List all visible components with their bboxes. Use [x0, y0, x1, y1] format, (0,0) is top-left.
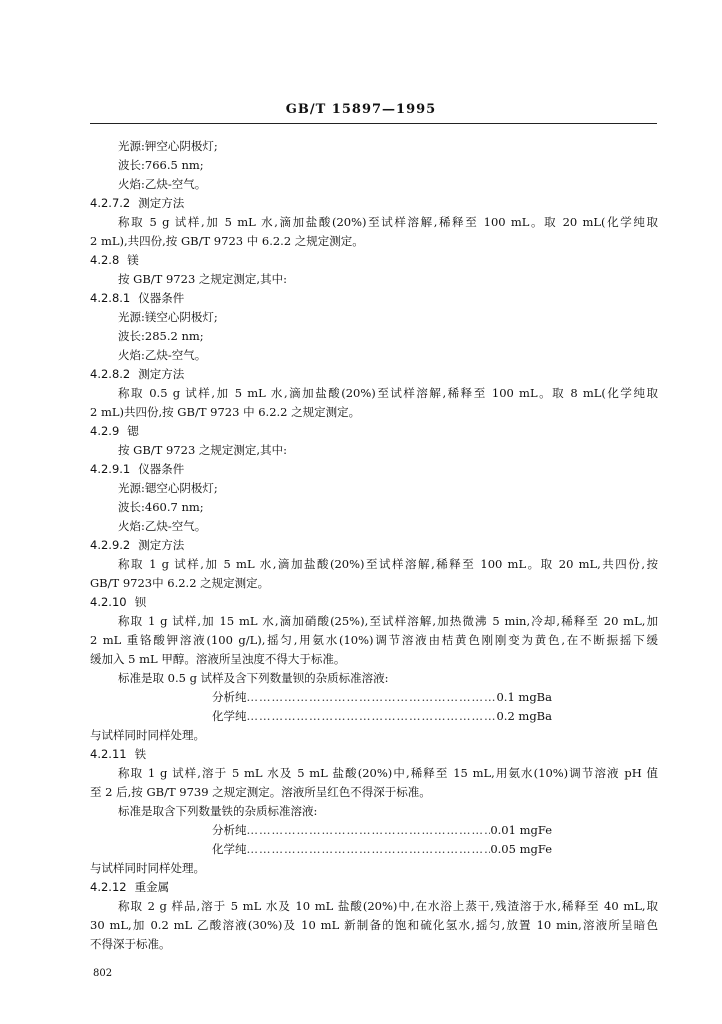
- section-heading: [90, 252, 139, 268]
- grade-label: 化学纯: [212, 842, 247, 856]
- text-line: 波长:285.2 nm;: [118, 329, 204, 343]
- grade-label: 分析纯: [212, 823, 247, 837]
- section-number: 4.2.10: [90, 595, 127, 609]
- text-line: 缓加入 5 mL 甲醇。溶液所呈浊度不得大于标准。: [90, 652, 346, 666]
- dot-leader: [247, 822, 491, 838]
- section-number: 4.2.9.1: [90, 462, 131, 476]
- text-line: 与试样同时同样处理。: [90, 861, 205, 875]
- section-title: 重金属: [134, 880, 170, 894]
- section-title: 锶: [127, 424, 139, 438]
- section-title: 测定方法: [138, 196, 185, 210]
- text-line: 2 mL),共四份,按 GB/T 9723 中 6.2.2 之规定测定。: [90, 234, 364, 248]
- section-title: 测定方法: [138, 538, 185, 552]
- text-line: 称取 5 g 试样,加 5 mL 水,滴加盐酸(20%)至试样溶解,稀释至 100 mL。取 20 mL(化学纯取: [118, 215, 658, 229]
- text-line: 光源:镁空心阴极灯;: [118, 310, 218, 324]
- page-number: 802: [93, 968, 113, 979]
- text-line: 2 mL)共四份,按 GB/T 9723 中 6.2.2 之规定测定。: [90, 405, 361, 419]
- section-title: 仪器条件: [138, 462, 185, 476]
- section-heading: [90, 290, 184, 306]
- text-line: 按 GB/T 9723 之规定测定,其中:: [118, 443, 287, 457]
- section-title: 镁: [127, 253, 139, 267]
- standard-row: [212, 841, 552, 857]
- standard-row: [212, 708, 552, 724]
- text-line: 至 2 后,按 GB/T 9739 之规定测定。溶液所呈红色不得深于标准。: [90, 785, 431, 799]
- section-number: 4.2.8.2: [90, 367, 131, 381]
- text-line: 波长:766.5 nm;: [118, 158, 204, 172]
- text-line: 火焰:乙炔-空气。: [118, 519, 207, 533]
- text-line: 称取 1 g 试样,加 5 mL 水,滴加盐酸(20%)至试样溶解,稀释至 100 mL。取 20 mL,共四份,按: [118, 557, 658, 571]
- section-number: 4.2.9.2: [90, 538, 131, 552]
- text-line: 按 GB/T 9723 之规定测定,其中:: [118, 272, 287, 286]
- section-heading: [90, 366, 184, 382]
- dot-leader: [247, 689, 497, 705]
- section-number: 4.2.7.2: [90, 196, 131, 210]
- grade-value: 0.1 mgBa: [496, 690, 552, 704]
- text-line: 标准是取 0.5 g 试样及含下列数量钡的杂质标准溶液:: [118, 671, 389, 685]
- text-line: 称取 2 g 样品,溶于 5 mL 水及 10 mL 盐酸(20%)中,在水浴上蒸干,残渣溶于水,稀释至 40 mL,取: [118, 899, 658, 913]
- text-line: 与试样同时同样处理。: [90, 728, 205, 742]
- section-heading: [90, 879, 169, 895]
- section-heading: [90, 195, 184, 211]
- text-line: 2 mL 重铬酸钾溶液(100 g/L),摇匀,用氨水(10%)调节溶液由桔黄色刚刚变为黄色,在不断振摇下缓: [90, 633, 658, 647]
- section-number: 4.2.8.1: [90, 291, 131, 305]
- text-line: 火焰:乙炔-空气。: [118, 348, 207, 362]
- header-rule: [90, 123, 657, 124]
- section-number: 4.2.11: [90, 747, 127, 761]
- section-heading: [90, 537, 184, 553]
- standard-row: [212, 822, 552, 838]
- text-line: 标准是取含下列数量铁的杂质标准溶液:: [118, 804, 318, 818]
- section-heading: [90, 594, 146, 610]
- grade-value: 0.2 mgBa: [496, 709, 552, 723]
- standard-row: [212, 689, 552, 705]
- section-title: 铁: [134, 747, 147, 761]
- grade-label: 分析纯: [212, 690, 247, 704]
- text-line: 火焰:乙炔-空气。: [118, 177, 207, 191]
- section-number: 4.2.8: [90, 253, 120, 267]
- standard-header: GB/T 15897—1995: [285, 102, 437, 117]
- section-title: 测定方法: [138, 367, 185, 381]
- section-title: 钡: [134, 595, 147, 609]
- text-line: GB/T 9723中 6.2.2 之规定测定。: [90, 576, 270, 590]
- dot-leader: [247, 841, 491, 857]
- section-heading: [90, 423, 139, 439]
- section-heading: [90, 746, 146, 762]
- text-line: 光源:钾空心阴极灯;: [118, 139, 218, 153]
- text-line: 波长:460.7 nm;: [118, 500, 204, 514]
- text-line: 称取 1 g 试样,溶于 5 mL 水及 5 mL 盐酸(20%)中,稀释至 15 mL,用氨水(10%)调节溶液 pH 值: [118, 766, 658, 780]
- grade-label: 化学纯: [212, 709, 247, 723]
- grade-value: 0.01 mgFe: [490, 823, 552, 837]
- section-heading: [90, 461, 184, 477]
- text-line: 称取 1 g 试样,加 15 mL 水,滴加硝酸(25%),至试样溶解,加热微沸 5 min,冷却,稀释至 20 mL,加: [118, 614, 658, 628]
- dot-leader: [247, 708, 497, 724]
- text-line: 光源:锶空心阴极灯;: [118, 481, 218, 495]
- section-number: 4.2.9: [90, 424, 120, 438]
- section-number: 4.2.12: [90, 880, 127, 894]
- text-line: 称取 0.5 g 试样,加 5 mL 水,滴加盐酸(20%)至试样溶解,稀释至 100 mL。取 8 mL(化学纯取: [118, 386, 658, 400]
- section-title: 仪器条件: [138, 291, 185, 305]
- grade-value: 0.05 mgFe: [490, 842, 552, 856]
- text-line: 不得深于标准。: [90, 937, 171, 951]
- text-line: 30 mL,加 0.2 mL 乙酸溶液(30%)及 10 mL 新制备的饱和硫化氢水,摇匀,放置 10 min,溶液所呈暗色: [90, 918, 658, 932]
